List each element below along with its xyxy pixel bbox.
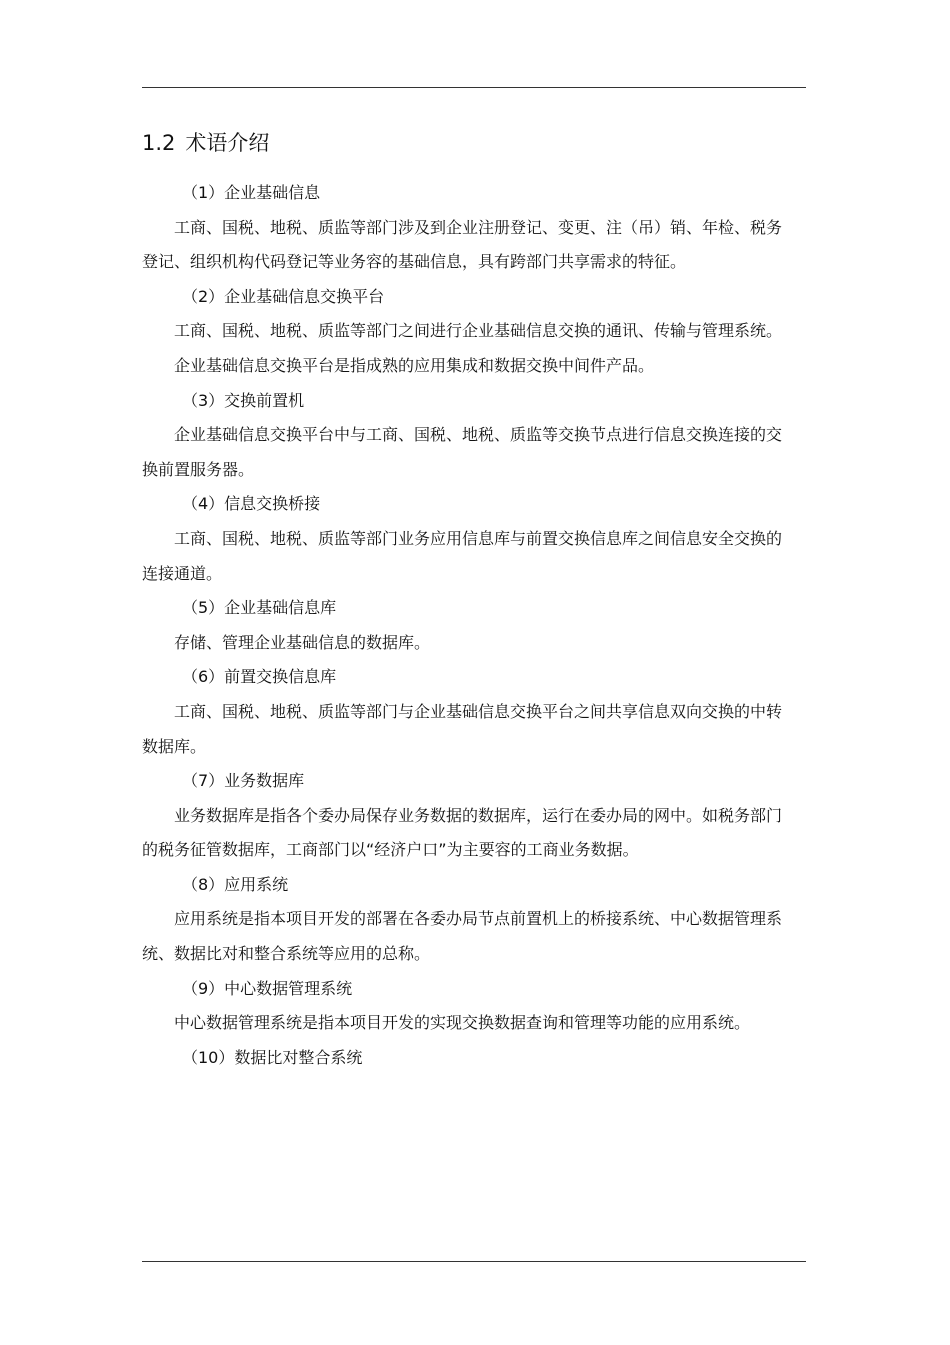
section-number: 1.2	[142, 131, 176, 155]
paragraph: 存储、管理企业基础信息的数据库。	[174, 632, 431, 652]
header-rule	[142, 87, 806, 88]
term-heading: （6）前置交换信息库	[182, 667, 337, 687]
section-title: 术语介绍	[185, 131, 270, 155]
paragraph: 工商、国税、地税、质监等部门业务应用信息库与前置交换信息库之间信息安全交换的连接通道。	[142, 528, 783, 583]
document-body	[142, 124, 782, 1075]
paragraph: 业务数据库是指各个委办局保存业务数据的数据库，运行在委办局的网中。如税务部门的税务征管数据库，工商部门以“经济户口”为主要容的工商业务数据。	[142, 805, 783, 860]
section-heading	[142, 124, 782, 162]
term-heading: （8）应用系统	[182, 874, 289, 894]
footer-rule	[142, 1261, 806, 1262]
term-heading: （2）企业基础信息交换平台	[182, 286, 385, 306]
term-heading: （4）信息交换桥接	[182, 494, 321, 514]
paragraph: 工商、国税、地税、质监等部门之间进行企业基础信息交换的通讯、传输与管理系统。	[174, 321, 783, 341]
term-heading: （3）交换前置机	[182, 390, 305, 410]
term-heading: （1）企业基础信息	[182, 183, 321, 202]
paragraph: 工商、国税、地税、质监等部门与企业基础信息交换平台之间共享信息双向交换的中转数据库。	[142, 701, 783, 756]
term-heading: （9）中心数据管理系统	[182, 978, 353, 998]
term-heading: （5）企业基础信息库	[182, 598, 337, 618]
paragraph: 企业基础信息交换平台中与工商、国税、地税、质监等交换节点进行信息交换连接的交换前置服务器。	[142, 425, 783, 479]
paragraph: 企业基础信息交换平台是指成熟的应用集成和数据交换中间件产品。	[174, 355, 655, 375]
paragraph: 工商、国税、地税、质监等部门涉及到企业注册登记、变更、注（吊）销、年检、税务登记、组织机构代码登记等业务容的基础信息，具有跨部门共享需求的特征。	[142, 217, 783, 272]
paragraph: 中心数据管理系统是指本项目开发的实现交换数据查询和管理等功能的应用系统。	[174, 1013, 751, 1033]
paragraph: 应用系统是指本项目开发的部署在各委办局节点前置机上的桥接系统、中心数据管理系统、数据比对和整合系统等应用的总称。	[142, 909, 783, 964]
term-heading: （10）数据比对整合系统	[182, 1047, 363, 1067]
term-heading: （7）业务数据库	[182, 771, 305, 791]
